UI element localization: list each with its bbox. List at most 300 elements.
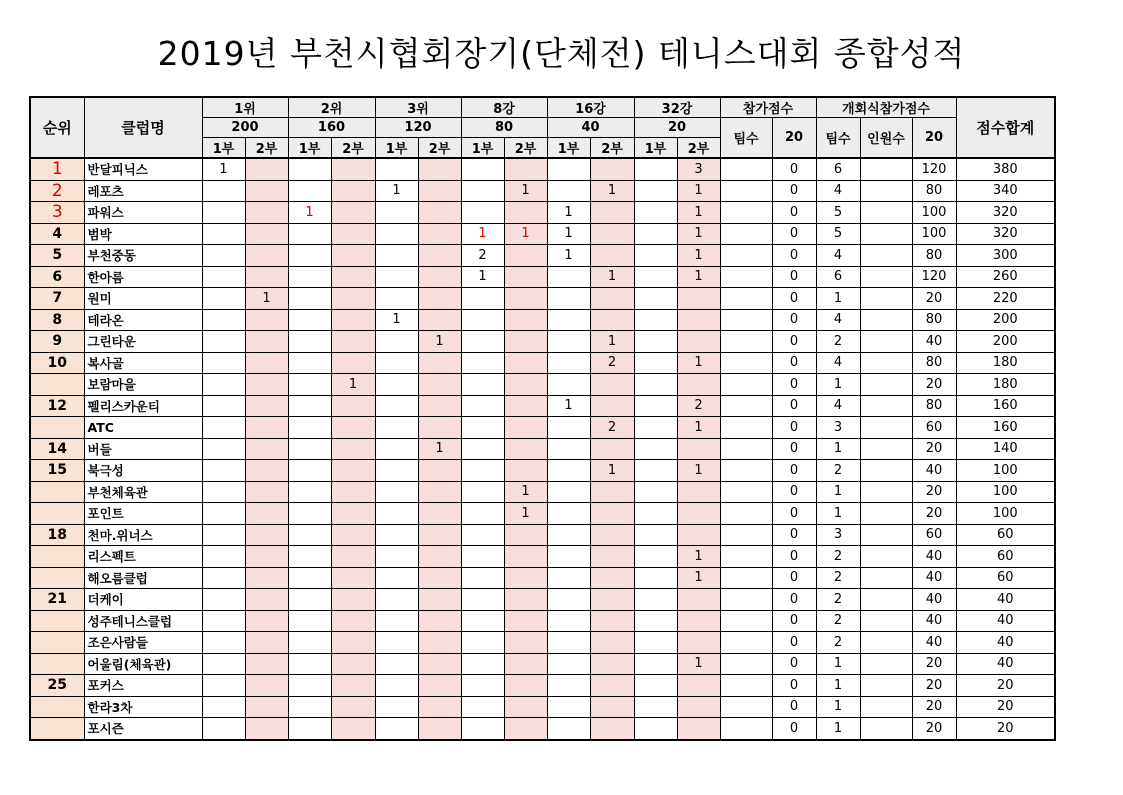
result-count-cell — [634, 223, 677, 245]
total-points-cell: 60 — [956, 546, 1055, 568]
opening-points-cell: 40 — [912, 589, 956, 611]
result-count-cell — [634, 546, 677, 568]
participation-teams-cell — [720, 223, 772, 245]
table-row — [30, 266, 1055, 288]
result-count-cell — [504, 610, 547, 632]
result-count-cell — [331, 417, 375, 439]
result-count-cell — [504, 567, 547, 589]
result-count-cell — [504, 546, 547, 568]
result-count-cell — [634, 288, 677, 310]
result-count-cell — [504, 266, 547, 288]
result-count-cell — [418, 675, 461, 697]
result-count-cell — [418, 546, 461, 568]
result-count-cell — [461, 675, 504, 697]
result-count-cell — [202, 331, 245, 353]
result-count-cell — [202, 632, 245, 654]
table-row — [30, 481, 1055, 503]
result-count-cell: 2 — [590, 352, 634, 374]
result-count-cell — [202, 653, 245, 675]
opening-teams-cell: 1 — [816, 718, 860, 740]
result-count-cell — [547, 567, 590, 589]
result-count-cell — [590, 481, 634, 503]
result-count-cell — [547, 374, 590, 396]
group-points-quarter: 80 — [461, 118, 547, 138]
division-1-header: 1부 — [202, 138, 245, 159]
total-points-cell: 60 — [956, 524, 1055, 546]
opening-points-cell: 20 — [912, 503, 956, 525]
result-count-cell — [418, 718, 461, 740]
participation-points-cell: 0 — [772, 567, 816, 589]
result-count-cell — [547, 158, 590, 180]
result-count-cell — [504, 632, 547, 654]
result-count-cell — [288, 309, 331, 331]
result-count-cell — [331, 675, 375, 697]
opening-teams-cell: 4 — [816, 245, 860, 267]
opening-persons-cell — [860, 696, 912, 718]
total-points-cell: 220 — [956, 288, 1055, 310]
result-count-cell — [504, 395, 547, 417]
result-count-cell — [590, 438, 634, 460]
club-name-cell: 어울림(체육관) — [84, 653, 202, 675]
result-count-cell — [590, 524, 634, 546]
table-row — [30, 245, 1055, 267]
result-count-cell — [375, 524, 418, 546]
table-header — [30, 97, 1055, 158]
result-count-cell — [590, 374, 634, 396]
result-count-cell — [418, 288, 461, 310]
result-count-cell — [375, 245, 418, 267]
result-count-cell — [288, 417, 331, 439]
result-count-cell: 1 — [677, 546, 720, 568]
result-count-cell — [461, 395, 504, 417]
division-2-header: 2부 — [677, 138, 720, 159]
result-count-cell — [418, 653, 461, 675]
result-count-cell — [375, 288, 418, 310]
result-count-cell — [634, 374, 677, 396]
opening-persons-cell — [860, 546, 912, 568]
participation-header: 참가점수 — [720, 97, 816, 118]
result-count-cell — [375, 352, 418, 374]
result-count-cell — [288, 223, 331, 245]
result-count-cell — [288, 696, 331, 718]
participation-points-cell: 0 — [772, 266, 816, 288]
result-count-cell — [634, 202, 677, 224]
opening-persons-cell — [860, 266, 912, 288]
opening-persons-cell — [860, 675, 912, 697]
result-count-cell — [331, 266, 375, 288]
result-count-cell — [288, 352, 331, 374]
result-count-cell: 1 — [677, 352, 720, 374]
result-count-cell — [202, 352, 245, 374]
result-count-cell — [590, 653, 634, 675]
opening-teams-cell: 1 — [816, 438, 860, 460]
result-count-cell — [590, 696, 634, 718]
result-count-cell — [331, 524, 375, 546]
participation-points-cell: 0 — [772, 481, 816, 503]
opening-persons-cell — [860, 460, 912, 482]
result-count-cell — [418, 610, 461, 632]
result-count-cell — [677, 503, 720, 525]
result-count-cell — [547, 589, 590, 611]
result-count-cell — [590, 589, 634, 611]
total-points-cell: 340 — [956, 180, 1055, 202]
result-count-cell — [331, 331, 375, 353]
rank-cell: 5 — [30, 245, 84, 267]
club-name-cell: 반달피닉스 — [84, 158, 202, 180]
rank-cell — [30, 481, 84, 503]
result-count-cell — [288, 158, 331, 180]
result-count-cell: 1 — [547, 223, 590, 245]
result-count-cell — [375, 503, 418, 525]
opening-teams-cell: 6 — [816, 158, 860, 180]
result-count-cell — [461, 546, 504, 568]
result-count-cell — [461, 288, 504, 310]
opening-points-cell: 80 — [912, 180, 956, 202]
opening-teams-cell: 4 — [816, 180, 860, 202]
club-name-cell: 한라3차 — [84, 696, 202, 718]
result-count-cell — [288, 567, 331, 589]
opening-points-cell: 40 — [912, 632, 956, 654]
opening-points-cell: 80 — [912, 352, 956, 374]
result-count-cell — [331, 352, 375, 374]
result-count-cell: 1 — [288, 202, 331, 224]
rank-cell — [30, 546, 84, 568]
result-count-cell — [504, 718, 547, 740]
result-count-cell: 2 — [677, 395, 720, 417]
opening-header: 개회식참가점수 — [816, 97, 956, 118]
result-count-cell — [375, 266, 418, 288]
result-count-cell: 1 — [677, 223, 720, 245]
page-title: 2019년 부천시협회장기(단체전) 테니스대회 종합성적 — [157, 34, 966, 73]
opening-persons-cell — [860, 245, 912, 267]
result-count-cell — [288, 331, 331, 353]
participation-points-cell: 0 — [772, 589, 816, 611]
result-count-cell — [547, 610, 590, 632]
total-points-cell: 160 — [956, 395, 1055, 417]
result-count-cell — [288, 610, 331, 632]
opening-points-cell: 60 — [912, 417, 956, 439]
total-points-cell: 40 — [956, 589, 1055, 611]
opening-points-cell: 20 — [912, 653, 956, 675]
opening-points-cell: 40 — [912, 546, 956, 568]
participation-teams-cell — [720, 610, 772, 632]
opening-persons-header: 인원수 — [860, 118, 912, 159]
rank-cell — [30, 567, 84, 589]
participation-teams-cell — [720, 589, 772, 611]
result-count-cell — [245, 202, 288, 224]
table-row — [30, 438, 1055, 460]
result-count-cell — [504, 460, 547, 482]
result-count-cell — [202, 610, 245, 632]
opening-teams-cell: 1 — [816, 503, 860, 525]
result-count-cell — [202, 288, 245, 310]
result-count-cell — [504, 653, 547, 675]
table-row — [30, 223, 1055, 245]
result-count-cell — [331, 546, 375, 568]
result-count-cell — [331, 610, 375, 632]
table-row — [30, 675, 1055, 697]
result-count-cell — [547, 481, 590, 503]
result-count-cell — [202, 567, 245, 589]
result-count-cell: 1 — [375, 309, 418, 331]
opening-points-cell: 20 — [912, 438, 956, 460]
table-row — [30, 653, 1055, 675]
result-count-cell — [418, 202, 461, 224]
total-points-cell: 160 — [956, 417, 1055, 439]
total-points-cell: 40 — [956, 632, 1055, 654]
table-row — [30, 309, 1055, 331]
result-count-cell — [202, 202, 245, 224]
result-count-cell: 1 — [677, 202, 720, 224]
club-name-cell: 레포츠 — [84, 180, 202, 202]
result-count-cell — [504, 331, 547, 353]
participation-teams-cell — [720, 417, 772, 439]
participation-teams-cell — [720, 158, 772, 180]
participation-teams-cell — [720, 288, 772, 310]
result-count-cell: 1 — [677, 460, 720, 482]
result-count-cell — [634, 481, 677, 503]
result-count-cell — [375, 331, 418, 353]
result-count-cell — [634, 653, 677, 675]
result-count-cell — [418, 460, 461, 482]
result-count-cell — [202, 546, 245, 568]
result-count-cell — [634, 395, 677, 417]
opening-points-cell: 40 — [912, 610, 956, 632]
participation-teams-cell — [720, 266, 772, 288]
participation-points-cell: 0 — [772, 653, 816, 675]
rank-cell: 10 — [30, 352, 84, 374]
result-count-cell — [677, 718, 720, 740]
result-count-cell — [504, 417, 547, 439]
club-name-cell: 펠리스카운티 — [84, 395, 202, 417]
result-count-cell: 1 — [677, 653, 720, 675]
result-count-cell — [202, 395, 245, 417]
total-points-cell: 320 — [956, 202, 1055, 224]
opening-persons-cell — [860, 503, 912, 525]
result-count-cell — [375, 395, 418, 417]
result-count-cell — [590, 503, 634, 525]
participation-teams-cell — [720, 696, 772, 718]
opening-points-cell: 80 — [912, 309, 956, 331]
participation-points-cell: 0 — [772, 158, 816, 180]
result-count-cell — [504, 158, 547, 180]
result-count-cell: 1 — [677, 417, 720, 439]
result-count-cell — [590, 223, 634, 245]
participation-points-cell: 0 — [772, 223, 816, 245]
result-count-cell — [375, 438, 418, 460]
opening-teams-cell: 1 — [816, 653, 860, 675]
participation-points-cell: 0 — [772, 180, 816, 202]
result-count-cell — [547, 288, 590, 310]
participation-teams-header: 팀수 — [720, 118, 772, 159]
total-points-cell: 300 — [956, 245, 1055, 267]
participation-points-cell: 0 — [772, 675, 816, 697]
club-name-cell: 성주테니스클럽 — [84, 610, 202, 632]
participation-teams-cell — [720, 653, 772, 675]
result-count-cell — [590, 610, 634, 632]
participation-teams-cell — [720, 675, 772, 697]
result-count-cell — [331, 438, 375, 460]
total-points-cell: 40 — [956, 610, 1055, 632]
result-count-cell — [677, 696, 720, 718]
result-count-cell: 1 — [547, 245, 590, 267]
result-count-cell — [504, 589, 547, 611]
opening-persons-cell — [860, 567, 912, 589]
rank-cell: 4 — [30, 223, 84, 245]
table-row — [30, 718, 1055, 740]
total-points-cell: 20 — [956, 696, 1055, 718]
participation-teams-cell — [720, 352, 772, 374]
result-count-cell — [547, 632, 590, 654]
club-name-cell: 부천체육관 — [84, 481, 202, 503]
result-count-cell — [634, 266, 677, 288]
table-row — [30, 395, 1055, 417]
opening-teams-cell: 2 — [816, 331, 860, 353]
result-count-cell — [461, 158, 504, 180]
opening-persons-cell — [860, 288, 912, 310]
result-count-cell — [634, 352, 677, 374]
opening-persons-cell — [860, 417, 912, 439]
result-count-cell — [677, 374, 720, 396]
result-count-cell — [245, 696, 288, 718]
total-points-cell: 60 — [956, 567, 1055, 589]
total-header: 점수합계 — [956, 97, 1055, 158]
club-name-cell: 더케이 — [84, 589, 202, 611]
total-points-cell: 140 — [956, 438, 1055, 460]
result-count-cell: 1 — [418, 438, 461, 460]
table-row — [30, 417, 1055, 439]
opening-teams-cell: 1 — [816, 481, 860, 503]
result-count-cell — [547, 503, 590, 525]
result-count-cell — [461, 632, 504, 654]
result-count-cell — [288, 288, 331, 310]
result-count-cell: 1 — [375, 180, 418, 202]
club-name-cell: 복사골 — [84, 352, 202, 374]
result-count-cell: 1 — [677, 567, 720, 589]
result-count-cell — [245, 223, 288, 245]
result-count-cell — [547, 460, 590, 482]
opening-persons-cell — [860, 589, 912, 611]
result-count-cell — [418, 309, 461, 331]
result-count-cell — [288, 503, 331, 525]
opening-points-cell: 20 — [912, 481, 956, 503]
total-points-cell: 20 — [956, 675, 1055, 697]
club-name-cell: 그린타운 — [84, 331, 202, 353]
rank-cell: 14 — [30, 438, 84, 460]
result-count-cell — [245, 309, 288, 331]
result-count-cell — [590, 632, 634, 654]
division-1-header: 1부 — [547, 138, 590, 159]
result-count-cell — [202, 481, 245, 503]
result-count-cell — [245, 245, 288, 267]
division-2-header: 2부 — [504, 138, 547, 159]
total-points-cell: 180 — [956, 352, 1055, 374]
participation-points-cell: 0 — [772, 288, 816, 310]
result-count-cell — [634, 417, 677, 439]
result-count-cell — [202, 696, 245, 718]
participation-points-cell: 0 — [772, 331, 816, 353]
club-name-cell: 해오름클럽 — [84, 567, 202, 589]
result-count-cell — [634, 675, 677, 697]
result-count-cell — [375, 567, 418, 589]
opening-persons-cell — [860, 610, 912, 632]
rank-cell: 21 — [30, 589, 84, 611]
result-count-cell — [547, 180, 590, 202]
group-points-1st: 200 — [202, 118, 288, 138]
result-count-cell: 1 — [202, 158, 245, 180]
result-count-cell — [590, 546, 634, 568]
result-count-cell — [288, 632, 331, 654]
participation-points-cell: 0 — [772, 438, 816, 460]
division-2-header: 2부 — [590, 138, 634, 159]
participation-points-cell: 0 — [772, 460, 816, 482]
result-count-cell — [418, 503, 461, 525]
result-count-cell — [202, 589, 245, 611]
club-name-cell: 버들 — [84, 438, 202, 460]
table-row — [30, 524, 1055, 546]
total-points-cell: 100 — [956, 460, 1055, 482]
result-count-cell — [461, 524, 504, 546]
result-count-cell — [288, 675, 331, 697]
table-row — [30, 610, 1055, 632]
opening-teams-cell: 1 — [816, 374, 860, 396]
result-count-cell — [547, 352, 590, 374]
rank-header: 순위 — [30, 97, 84, 158]
result-count-cell — [375, 589, 418, 611]
result-count-cell: 1 — [504, 481, 547, 503]
participation-teams-cell — [720, 180, 772, 202]
result-count-cell — [461, 567, 504, 589]
rank-cell — [30, 417, 84, 439]
group-header-2nd: 2위 — [288, 97, 375, 118]
result-count-cell — [331, 223, 375, 245]
result-count-cell — [677, 331, 720, 353]
result-count-cell — [331, 481, 375, 503]
group-header-quarter: 8강 — [461, 97, 547, 118]
division-1-header: 1부 — [461, 138, 504, 159]
table-row — [30, 589, 1055, 611]
result-count-cell: 1 — [590, 331, 634, 353]
result-count-cell: 1 — [590, 460, 634, 482]
result-count-cell — [461, 610, 504, 632]
result-count-cell: 1 — [461, 223, 504, 245]
opening-points-cell: 100 — [912, 223, 956, 245]
group-header-round32: 32강 — [634, 97, 720, 118]
opening-teams-cell: 4 — [816, 309, 860, 331]
result-count-cell — [677, 610, 720, 632]
participation-points-cell: 0 — [772, 417, 816, 439]
result-count-cell — [461, 696, 504, 718]
result-count-cell — [202, 503, 245, 525]
result-count-cell: 2 — [461, 245, 504, 267]
rank-cell: 7 — [30, 288, 84, 310]
participation-points-cell: 0 — [772, 503, 816, 525]
result-count-cell — [202, 460, 245, 482]
participation-teams-cell — [720, 438, 772, 460]
division-2-header: 2부 — [418, 138, 461, 159]
opening-points-cell: 40 — [912, 331, 956, 353]
participation-teams-cell — [720, 718, 772, 740]
rank-cell — [30, 374, 84, 396]
result-count-cell — [547, 309, 590, 331]
result-count-cell — [634, 309, 677, 331]
rank-cell: 9 — [30, 331, 84, 353]
group-points-round16: 40 — [547, 118, 634, 138]
result-count-cell — [461, 374, 504, 396]
opening-persons-cell — [860, 524, 912, 546]
result-count-cell — [245, 632, 288, 654]
opening-points-cell: 40 — [912, 567, 956, 589]
